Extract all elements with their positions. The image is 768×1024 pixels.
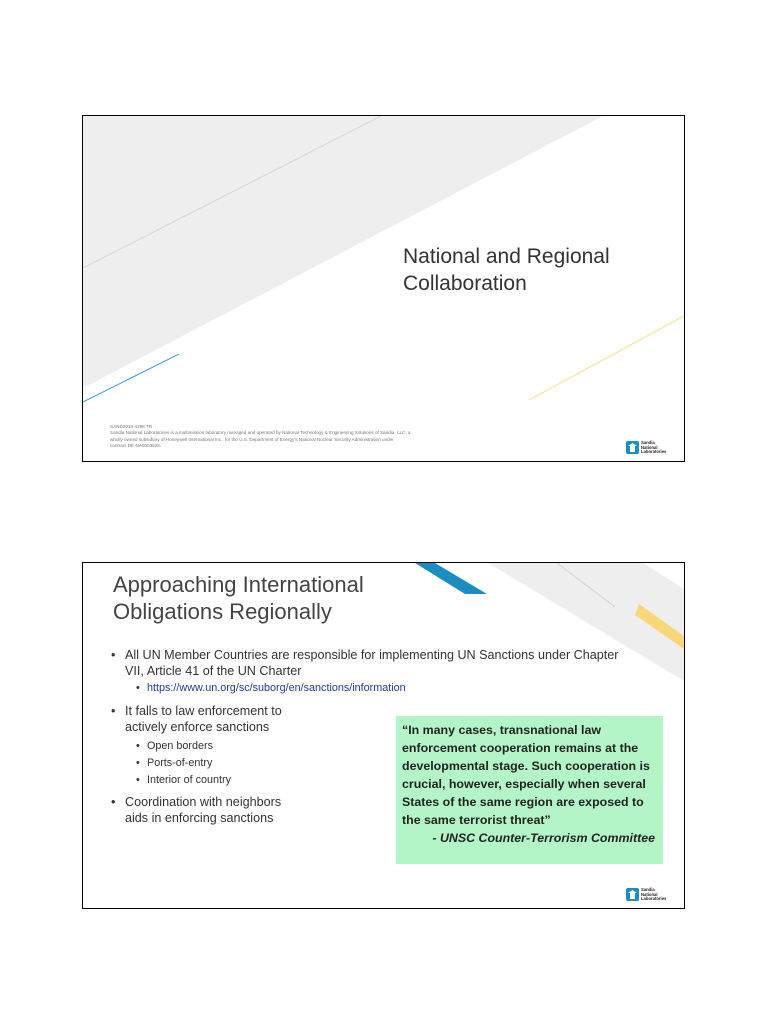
title-line-2: Obligations Regionally bbox=[113, 599, 332, 624]
quote-line: developmental stage. Such cooperation is bbox=[402, 759, 650, 773]
sandia-logo bbox=[626, 440, 667, 455]
logo-line-3: Laboratories bbox=[641, 449, 667, 455]
sub-bullet: • Interior of country bbox=[111, 772, 671, 789]
logo-line-3: Laboratories bbox=[641, 896, 667, 902]
bullet-text-line: • It falls to law enforcement to bbox=[125, 704, 282, 718]
yellow-diagonal-line bbox=[529, 316, 684, 400]
logo-text bbox=[641, 440, 667, 455]
sub-bullet-link bbox=[111, 680, 671, 697]
quote-line: “In many cases, transnational law bbox=[402, 723, 602, 737]
title-line-2: Collaboration bbox=[403, 272, 527, 295]
quote-box bbox=[396, 716, 663, 864]
quote-line: enforcement cooperation remains at the bbox=[402, 741, 639, 755]
logo-line-1: Sandia bbox=[641, 887, 655, 892]
disclaimer-line-3: contract DE-NA0003525. bbox=[110, 443, 162, 449]
content-slide bbox=[82, 562, 685, 909]
slide-title bbox=[113, 571, 473, 625]
title-slide bbox=[82, 115, 685, 462]
doc-number: SAND2018-4298 TR bbox=[110, 424, 153, 429]
sandia-thunderbird-icon bbox=[626, 441, 639, 454]
title-line-1: Approaching International bbox=[113, 572, 364, 597]
logo-line-2: National bbox=[641, 891, 658, 897]
sanctions-link[interactable]: https://www.un.org/sc/suborg/en/sanctions/information bbox=[147, 682, 406, 694]
sandia-thunderbird-icon bbox=[626, 888, 639, 901]
quote-attribution: - UNSC Counter-Terrorism Committee bbox=[432, 831, 655, 845]
disclaimer-line-2: wholly owned subsidiary of Honeywell International Inc., for the U.S. Department of Energy's National Nuclear Security Administration under bbox=[110, 436, 394, 442]
quote-line: the same terrorist threat” bbox=[402, 813, 551, 827]
bullet-un-members bbox=[111, 647, 671, 679]
bullet-text-line: aids in enforcing sanctions bbox=[125, 811, 274, 825]
quote-line: States of the same region are exposed to bbox=[402, 795, 644, 809]
bullet-text-line: • All UN Member Countries are responsible for implementing UN Sanctions under Chapter bbox=[125, 648, 619, 662]
sandia-logo bbox=[626, 887, 667, 902]
title-line-1: National and Regional bbox=[403, 245, 610, 268]
bullet-text-line: VII, Article 41 of the UN Charter bbox=[125, 664, 302, 678]
logo-line-1: Sandia bbox=[641, 440, 655, 445]
bullet-text-line: • Coordination with neighbors bbox=[125, 795, 282, 809]
disclaimer-line-1: Sandia National Laboratories is a multimission laboratory managed and operated by National Technology & Engineering Solutions of Sandia, LLC, a bbox=[110, 430, 411, 436]
quote-line: crucial, however, especially when several bbox=[402, 777, 646, 791]
disclaimer-text bbox=[110, 424, 510, 450]
sub-bullet: • Ports-of-entry bbox=[111, 755, 671, 772]
sub-bullet: • Open borders bbox=[111, 738, 671, 755]
slide-title bbox=[403, 243, 673, 297]
logo-line-2: National bbox=[641, 444, 658, 450]
bullet-text-line: actively enforce sanctions bbox=[125, 720, 270, 734]
logo-text bbox=[641, 887, 667, 902]
